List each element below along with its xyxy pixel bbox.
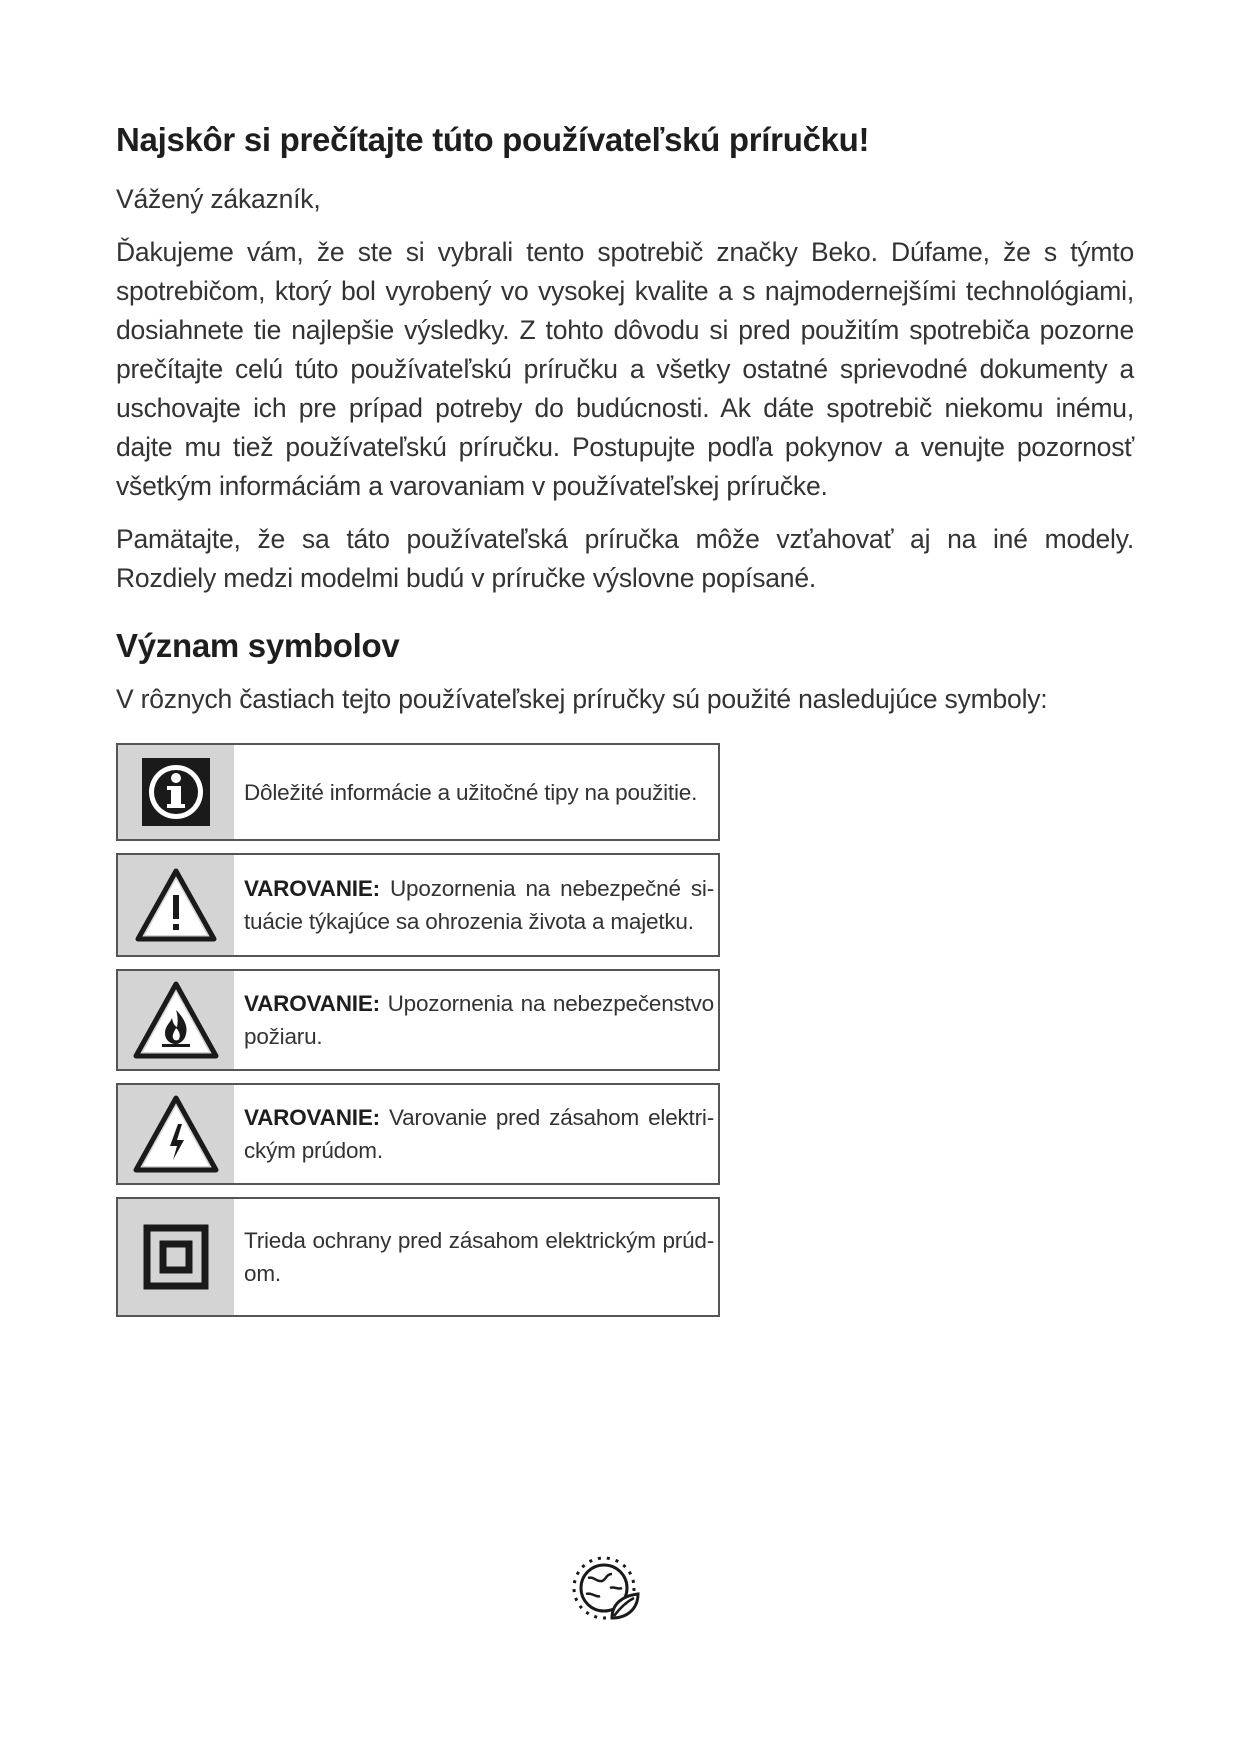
paragraph-intro: Ďakujeme vám, že ste si vybrali tento spotrebič značky Beko. Dúfame, že s týmto spotrebičom, ktorý bol vyrobený vo vysokej kvalite a s najmodernejšími technológiami, dosiahnete tie najlepšie výsledky. Z tohto dôvodu si pred použitím spotrebiča pozorne prečítajte celú túto používateľskú príručku a všetky ostatné sprievodné dokumenty a uschovajte ich pre prípad potreby do budúcnosti. Ak dáte spotrebič niekomu inému, dajte mu tiež používateľskú príručku. Postupujte podľa pokynov a venujte pozornosť všetkým informáciám a varovaniam v používateľskej príručke. — [116, 237, 1134, 501]
eco-globe-leaf-icon — [566, 1548, 646, 1628]
paragraph-models: Pamätajte, že sa táto používateľská príručka môže vzťahovať aj na iné modely. Rozdiely medzi modelmi budú v príručke výslovne popísané. — [116, 524, 1134, 593]
symbol-text: Varovanie pred zásahom elektri-ckým prúdom. — [244, 1105, 714, 1163]
symbol-row-info — [116, 743, 720, 841]
symbol-text-line — [244, 872, 714, 938]
symbol-text-line — [244, 1101, 714, 1167]
symbol-description — [234, 1085, 718, 1183]
info-icon — [118, 745, 234, 839]
symbol-label: VAROVANIE: — [244, 876, 380, 901]
symbol-row-protection-class — [116, 1197, 720, 1317]
symbol-row-electric-warning — [116, 1083, 720, 1185]
symbol-label: VAROVANIE: — [244, 1105, 380, 1130]
symbol-text: Trieda ochrany pred zásahom elektrickým prúd-om. — [244, 1228, 714, 1286]
symbol-row-fire-warning — [116, 969, 720, 1071]
symbol-description — [234, 971, 718, 1069]
page-content — [116, 118, 1134, 1329]
symbol-text: Upozornenia na nebezpečné si-tuácie týkajúce sa ohrozenia života a majetku. — [244, 876, 714, 934]
page-title: Najskôr si prečítajte túto používateľskú príručku! — [116, 121, 870, 158]
symbol-text-line — [244, 987, 714, 1053]
symbols-table — [116, 743, 720, 1317]
symbol-label: VAROVANIE: — [244, 991, 380, 1016]
symbol-text: Dôležité informácie a užitočné tipy na použitie. — [244, 779, 698, 805]
electric-shock-warning-icon — [118, 1085, 234, 1183]
symbol-description — [234, 1199, 718, 1315]
symbol-description — [234, 745, 718, 839]
symbol-text: Upozornenia na nebezpečenstvo požiaru. — [244, 991, 714, 1049]
fire-warning-icon — [118, 971, 234, 1069]
section-title-symbols: Význam symbolov — [116, 627, 400, 664]
symbol-row-warning — [116, 853, 720, 957]
symbol-description — [234, 855, 718, 955]
symbols-intro: V rôznych častiach tejto používateľskej príručky sú použité nasledujúce symboly: — [116, 684, 1048, 714]
salutation: Vážený zákazník, — [116, 184, 321, 214]
protection-class-icon — [118, 1199, 234, 1315]
warning-icon — [118, 855, 234, 955]
